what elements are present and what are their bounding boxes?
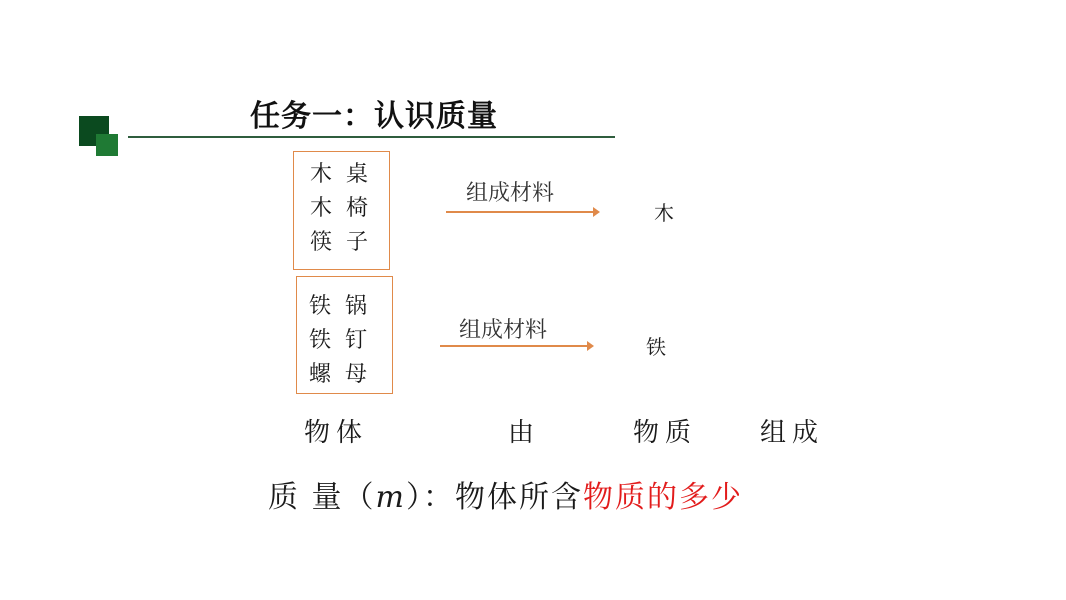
mass-symbol: m [375, 480, 406, 515]
wood-object-chopsticks: 筷 子 [310, 230, 368, 255]
iron-arrow [440, 345, 588, 347]
definition-highlight: 物质的多少 [583, 480, 743, 515]
wood-material: 木 [654, 201, 674, 225]
title-underline [128, 136, 615, 138]
iron-object-nail: 铁 钉 [309, 328, 367, 353]
wood-objects-list [294, 158, 389, 260]
wood-arrow-label: 组成材料 [466, 181, 555, 206]
iron-object-pot: 铁 锅 [309, 294, 367, 319]
wood-object-desk: 木 桌 [310, 162, 368, 187]
word-by: 由 [508, 418, 541, 448]
definition-middle: ）：物体所含 [406, 480, 583, 515]
mass-definition [268, 472, 743, 516]
iron-object-nut: 螺 母 [309, 362, 367, 387]
iron-arrow-label: 组成材料 [459, 318, 548, 343]
wood-objects-box [293, 151, 390, 270]
iron-material: 铁 [646, 335, 666, 359]
word-substance: 物质 [633, 418, 698, 448]
wood-arrow [446, 211, 594, 213]
wood-object-chair: 木 椅 [310, 196, 368, 221]
word-object: 物体 [304, 418, 369, 448]
iron-objects-box [296, 276, 393, 394]
decor-square-green [96, 134, 118, 156]
definition-prefix: 质 量（ [268, 480, 376, 515]
iron-objects-list [297, 290, 392, 392]
word-composed: 组成 [760, 418, 825, 448]
slide-title: 任务一：认识质量 [250, 99, 498, 134]
